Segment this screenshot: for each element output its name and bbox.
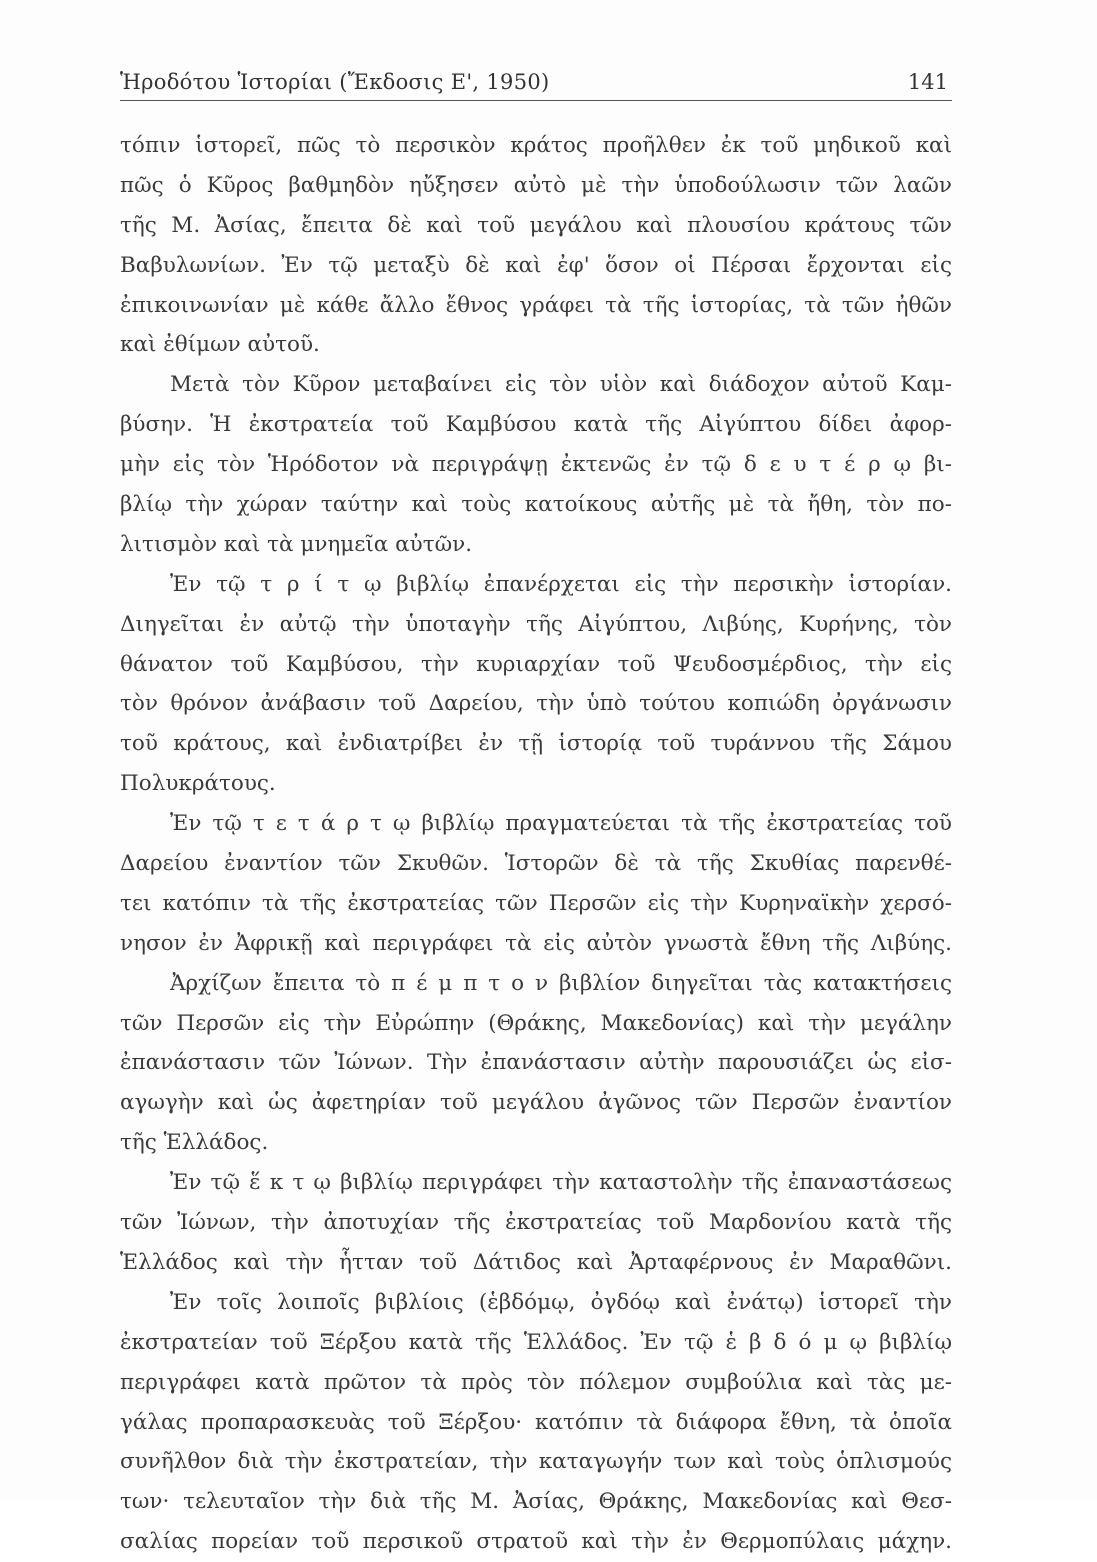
text-line: τῆς Μ. Ἀσίας, ἔπειτα δὲ καὶ τοῦ μεγάλου καὶ πλουσίου κράτους τῶν	[120, 212, 952, 238]
text-line: γάλας προπαρασκευὰς τοῦ Ξέρξου· κατόπιν τὰ διάφορα ἔθνη, τὰ ὁποῖα	[120, 1409, 952, 1435]
body-text	[120, 126, 952, 1562]
text-line: Διηγεῖται ἐν αὐτῷ τὴν ὑποταγὴν τῆς Αἰγύπτου, Λιβύης, Κυρήνης, τὸν	[120, 611, 952, 637]
text-line: τῆς Ἑλλάδος.	[120, 1130, 269, 1156]
text-line: αγωγὴν καὶ ὡς ἀφετηρίαν τοῦ μεγάλου ἀγῶνος τῶν Περσῶν ἐναντίον	[120, 1090, 952, 1116]
page-number: 141	[907, 70, 948, 94]
text-line: καὶ ἐθίμων αὐτοῦ.	[120, 332, 320, 358]
text-line: περιγράφει κατὰ πρῶτον τὰ πρὸς τὸν πόλεμον συμβούλια καὶ τὰς με-	[120, 1369, 952, 1395]
text-line: σαλίας πορείαν τοῦ περσικοῦ στρατοῦ καὶ τὴν ἐν Θερμοπύλαις μάχην.	[120, 1529, 952, 1555]
text-line: πῶς ὁ Κῦρος βαθμηδὸν ηὔξησεν αὐτὸ μὲ τὴν ὑποδούλωσιν τῶν λαῶν	[120, 172, 952, 198]
text-line: ἐκστρατείαν τοῦ Ξέρξου κατὰ τῆς Ἑλλάδος. Ἐν τῷ ἑ β δ ό μ ῳ βιβλίῳ	[120, 1329, 952, 1355]
text-line: ἐπανάστασιν τῶν Ἰώνων. Τὴν ἐπανάστασιν αὐτὴν παρουσιάζει ὡς εἰσ-	[120, 1050, 952, 1076]
text-line: βλίῳ τὴν χώραν ταύτην καὶ τοὺς κατοίκους αὐτῆς μὲ τὰ ἤθη, τὸν πο-	[120, 492, 952, 518]
text-line: βύσην. Ἡ ἐκστρατεία τοῦ Καμβύσου κατὰ τῆς Αἰγύπτου δίδει ἀφορ-	[120, 412, 952, 438]
text-line: Πολυκράτους.	[120, 771, 276, 797]
text-line: Ἐν τοῖς λοιποῖς βιβλίοις (ἑβδόμῳ, ὀγδόῳ καὶ ἐνάτῳ) ἱστορεῖ τὴν	[170, 1289, 952, 1315]
text-line: Ἐν τῷ τ ε τ ά ρ τ ῳ βιβλίῳ πραγματεύεται τὰ τῆς ἐκστρατείας τοῦ	[170, 811, 952, 837]
text-line: των· τελευταῖον τὴν διὰ τῆς Μ. Ἀσίας, Θράκης, Μακεδονίας καὶ Θεσ-	[120, 1489, 952, 1515]
text-line: Βαβυλωνίων. Ἐν τῷ μεταξὺ δὲ καὶ ἐφ' ὅσον οἱ Πέρσαι ἔρχονται εἰς	[120, 252, 952, 278]
text-line: τῶν Περσῶν εἰς τὴν Εὐρώπην (Θράκης, Μακεδονίας) καὶ τὴν μεγάλην	[120, 1010, 952, 1036]
text-line: τὸν θρόνον ἀνάβασιν τοῦ Δαρείου, τὴν ὑπὸ τούτου κοπιώδη ὀργάνωσιν	[120, 691, 952, 717]
text-line: ἐπικοινωνίαν μὲ κάθε ἄλλο ἔθνος γράφει τὰ τῆς ἱστορίας, τὰ τῶν ἠθῶν	[120, 292, 952, 318]
running-title: Ἡροδότου Ἱστορίαι (Ἔκδοσις Ε', 1950)	[120, 70, 550, 94]
text-line: Ἀρχίζων ἔπειτα τὸ π έ μ π τ ο ν βιβλίον διηγεῖται τὰς κατακτήσεις	[170, 970, 952, 996]
text-line: τει κατόπιν τὰ τῆς ἐκστρατείας τῶν Περσῶν εἰς τὴν Κυρηναϊκὴν χερσό-	[120, 890, 952, 916]
text-line: νησον ἐν Ἀφρικῇ καὶ περιγράφει τὰ εἰς αὐτὸν γνωστὰ ἔθνη τῆς Λιβύης.	[120, 930, 952, 956]
text-line: Ἐν τῷ τ ρ ί τ ῳ βιβλίῳ ἐπανέρχεται εἰς τὴν περσικὴν ἱστορίαν.	[170, 571, 952, 597]
text-line: Μετὰ τὸν Κῦρον μεταβαίνει εἰς τὸν υἱὸν καὶ διάδοχον αὐτοῦ Καμ-	[170, 372, 952, 398]
text-line: Ἑλλάδος καὶ τὴν ἧτταν τοῦ Δάτιδος καὶ Ἀρταφέρνους ἐν Μαραθῶνι.	[120, 1249, 952, 1275]
text-line: τόπιν ἱστορεῖ, πῶς τὸ περσικὸν κράτος προῆλθεν ἐκ τοῦ μηδικοῦ καὶ	[120, 133, 952, 158]
text-line: τῶν Ἰώνων, τὴν ἀποτυχίαν τῆς ἐκστρατείας τοῦ Μαρδονίου κατὰ τῆς	[120, 1210, 952, 1236]
running-header	[120, 66, 952, 101]
text-line: Δαρείου ἐναντίον τῶν Σκυθῶν. Ἱστορῶν δὲ τὰ τῆς Σκυθίας παρενθέ-	[120, 851, 952, 877]
text-line: συνῆλθον διὰ τὴν ἐκστρατείαν, τὴν καταγωγήν των καὶ τοὺς ὁπλισμούς	[120, 1449, 952, 1475]
text-line: μὴν εἰς τὸν Ἡρόδοτον νὰ περιγράψῃ ἐκτενῶς ἐν τῷ δ ε υ τ έ ρ ῳ βι-	[120, 452, 952, 478]
text-line: Ἐν τῷ ἕ κ τ ῳ βιβλίῳ περιγράφει τὴν καταστολὴν τῆς ἐπαναστάσεως	[170, 1170, 952, 1196]
text-line: τοῦ κράτους, καὶ ἐνδιατρίβει ἐν τῇ ἱστορίᾳ τοῦ τυράννου τῆς Σάμου	[120, 731, 952, 757]
text-line: λιτισμὸν καὶ τὰ μνημεῖα αὐτῶν.	[120, 531, 473, 557]
text-line: θάνατον τοῦ Καμβύσου, τὴν κυριαρχίαν τοῦ Ψευδοσμέρδιος, τὴν εἰς	[120, 651, 952, 677]
